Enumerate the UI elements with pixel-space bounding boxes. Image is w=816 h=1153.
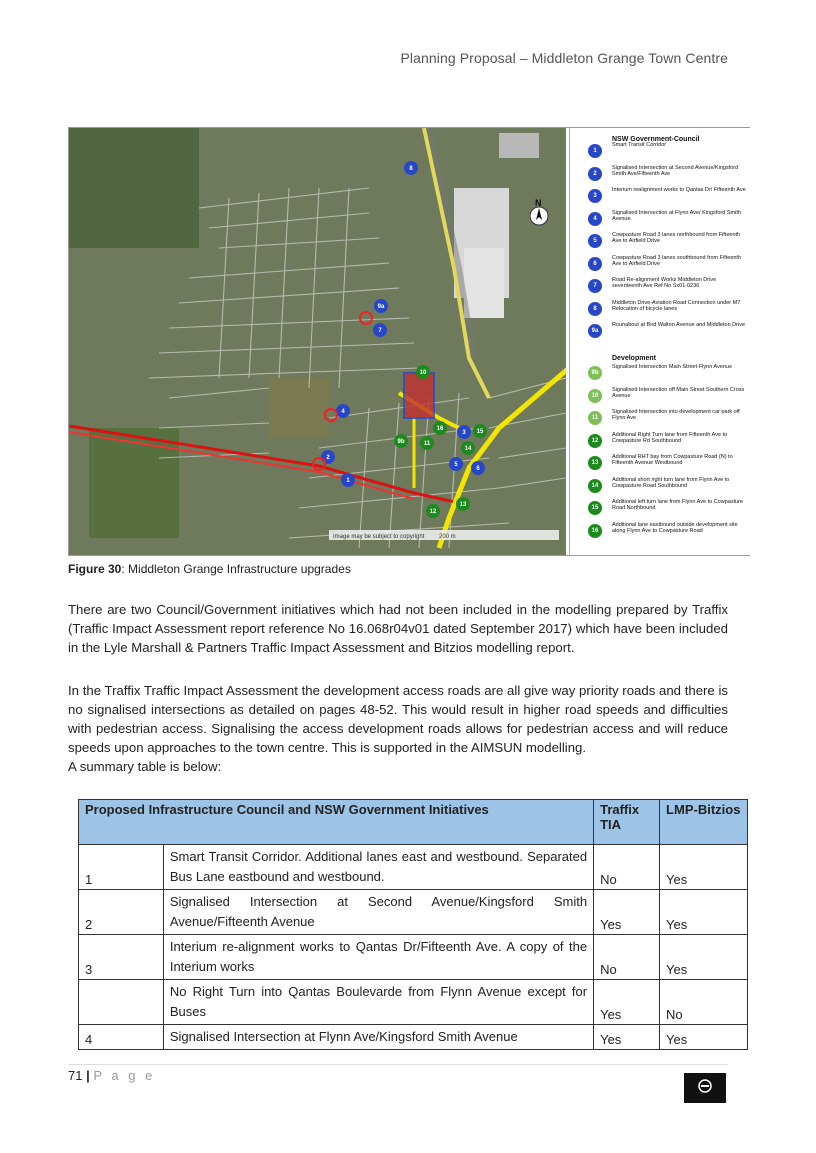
map-scale-value: 200 m <box>439 534 456 540</box>
legend-item-text: Signalised Intersection off Main Street Southern Cross Avenue <box>612 386 745 399</box>
legend-item-text: Cowpasture Road 3 lanes southbound from Fifteenth Ave to Airfield Drive <box>612 254 742 267</box>
row-traffix-tia: No <box>594 845 660 890</box>
map-legend <box>569 128 750 555</box>
marker-1-label: 1 <box>346 478 350 484</box>
legend-marker-icon: 2 <box>588 167 602 181</box>
legend-item-text: Signalised Intersection at Flynn Ave/ Kingsford Smith Avenue <box>612 209 741 222</box>
infrastructure-table <box>78 799 748 1050</box>
marker-9a-label: 9a <box>377 304 385 310</box>
legend-item-text: Rounabout at Bird Walton Avenue and Middleton Drive <box>612 322 745 328</box>
row-lmp-bitzios: Yes <box>660 890 748 935</box>
legend-marker-icon: 15 <box>588 501 602 515</box>
row-number <box>79 980 164 1025</box>
legend-dev-heading: Development <box>612 355 656 362</box>
legend-marker-icon: 7 <box>588 279 602 293</box>
legend-marker-icon: 8 <box>588 302 602 316</box>
legend-item-text: Signalised Intersection into development car park off Flynn Ave <box>612 409 740 422</box>
marker-14-label: 14 <box>464 446 472 452</box>
legend-item-text: Additional Right Turn lane from Fifteenth Ave to Cowpasture Rd Southbound <box>612 431 728 444</box>
legend-marker-icon: 10 <box>588 389 602 403</box>
legend-marker-icon: 13 <box>588 456 602 470</box>
legend-item-text: Additional lane eastbound outside development site along Flynn Ave to Cowpasture Road <box>612 521 738 534</box>
figure-caption <box>68 562 351 576</box>
legend-item <box>586 432 746 452</box>
caption-text: : Middleton Grange Infrastructure upgrades <box>121 562 351 576</box>
legend-marker-icon: 9a <box>588 324 602 338</box>
company-logo <box>684 1073 726 1103</box>
marker-4-label: 4 <box>341 409 345 415</box>
page-separator: | <box>86 1068 90 1083</box>
marker-10-label: 10 <box>419 370 427 376</box>
page-word: P a g e <box>93 1068 156 1083</box>
row-description: Smart Transit Corridor. Additional lanes east and westbound. Separated Bus Lane eastbound and westbound. <box>163 845 593 890</box>
marker-2-label: 2 <box>326 455 330 461</box>
paragraph-2: In the Traffix Traffic Impact Assessment the development access roads are all give way priority roads and there is no signalised intersections as detailed on pages 48-52. This would result in higher road speeds and difficulties with pedestrian access. Signalising the access development roads allows for pedestrian access and will reduce speeds upon approaches to the town centre. This is supported in the AIMSUN modelling. <box>68 683 728 755</box>
legend-item <box>586 364 746 384</box>
table-row <box>79 890 748 935</box>
marker-16-label: 16 <box>436 426 444 432</box>
marker-13-label: 13 <box>459 502 467 508</box>
marker-8-label: 8 <box>409 166 413 172</box>
legend-item <box>586 477 746 497</box>
marker-3-label: 3 <box>462 430 466 436</box>
row-number: 2 <box>79 890 164 935</box>
header-lmp: LMP-Bitzios <box>660 800 748 845</box>
legend-item-text: Additional left turn lane from Flynn Ave to Cowpasture Road Northbound <box>612 499 744 512</box>
marker-5-label: 5 <box>454 462 458 468</box>
legend-marker-icon: 11 <box>588 411 602 425</box>
table-row <box>79 845 748 890</box>
legend-item-text: Road Re-alignment Works Middleton Drive seventeenth Ave Ref No Sx01-0236 <box>612 277 717 290</box>
table-row <box>79 935 748 980</box>
row-description: Signalised Intersection at Second Avenue/Kingsford Smith Avenue/Fifteenth Avenue <box>163 890 593 935</box>
caption-label: Figure 30 <box>68 562 122 576</box>
table-row <box>79 980 748 1025</box>
marker-6-label: 6 <box>476 466 480 472</box>
row-lmp-bitzios: Yes <box>660 1025 748 1050</box>
legend-marker-icon: 12 <box>588 434 602 448</box>
legend-marker-icon: 4 <box>588 212 602 226</box>
marker-9b-label: 9b <box>397 439 405 445</box>
page-footer <box>68 1068 155 1083</box>
legend-item-text: Additional short right turn lane from Flynn Ave to Cowpasture Road Southbound <box>612 476 730 489</box>
legend-item <box>586 322 746 342</box>
marker-12-label: 12 <box>429 509 437 515</box>
legend-item-text: Smart Transit Corridor <box>612 142 667 148</box>
table-row <box>79 1025 748 1050</box>
legend-marker-icon: 3 <box>588 189 602 203</box>
row-lmp-bitzios: Yes <box>660 845 748 890</box>
legend-item <box>586 277 746 297</box>
figure-30 <box>68 127 750 556</box>
row-number: 1 <box>79 845 164 890</box>
map-copyright-note: Image may be subject to copyright <box>333 534 425 540</box>
table-header-row <box>79 800 748 845</box>
legend-item <box>586 255 746 275</box>
legend-item-text: Cowpasture Road 3 lanes northbound from Fifteenth Ave to Airfield Drive <box>612 232 741 245</box>
paragraph-3: A summary table is below: <box>68 759 222 774</box>
row-traffix-tia: Yes <box>594 980 660 1025</box>
legend-item-text: Signalised Intersection Main Street-Flynn Avenue <box>612 364 733 370</box>
legend-item <box>586 210 746 230</box>
marker-7-label: 7 <box>378 328 382 334</box>
legend-item <box>586 142 746 162</box>
aerial-map <box>69 128 566 555</box>
legend-item <box>586 387 746 407</box>
legend-marker-icon: 14 <box>588 479 602 493</box>
marker-11-label: 11 <box>423 441 431 447</box>
legend-item-text: Interium realignment works to Qantas Dr/ Fifteenth Ave <box>612 187 746 193</box>
legend-marker-icon: 16 <box>588 524 602 538</box>
row-number: 3 <box>79 935 164 980</box>
paragraph-1: There are two Council/Government initiatives which had not been included in the modelling prepared by Traffix (Traffic Impact Assessment report reference No 16.068r04v01 dated September 2017) which have been included in the Lyle Marshall & Partners Traffic Impact Assessment and Bitzios modelling report. <box>68 602 728 655</box>
map-image <box>69 128 566 555</box>
row-traffix-tia: Yes <box>594 890 660 935</box>
legend-item <box>586 300 746 320</box>
legend-item-text: Middleton Drive-Aviation Road Connection under M7 Relocation of bicycle lanes <box>612 299 741 312</box>
north-label: N <box>535 198 542 208</box>
legend-marker-icon: 1 <box>588 144 602 158</box>
row-lmp-bitzios: Yes <box>660 935 748 980</box>
legend-marker-icon: 9b <box>588 366 602 380</box>
legend-marker-icon: 6 <box>588 257 602 271</box>
row-description: No Right Turn into Qantas Boulevarde from Flynn Avenue except for Buses <box>163 980 593 1025</box>
legend-item <box>586 409 746 429</box>
legend-item <box>586 232 746 252</box>
legend-item <box>586 165 746 185</box>
legend-item <box>586 499 746 519</box>
page-number: 71 <box>68 1068 83 1083</box>
legend-item-text: Signalised Intersection at Second Avenue/Kingsford Smith Ave/Fifteenth Ave <box>612 164 739 177</box>
legend-nsw-heading: NSW Government-Council <box>612 136 700 143</box>
marker-15-label: 15 <box>476 429 484 435</box>
row-traffix-tia: Yes <box>594 1025 660 1050</box>
header-traffix: Traffix TIA <box>594 800 660 845</box>
legend-item-text: Additional RHT bay from Cowpasture Road (N) to Fifteenth Avenue Westbound <box>612 454 733 467</box>
legend-item <box>586 187 746 207</box>
row-description: Interium re-alignment works to Qantas Dr/Fifteenth Ave. A copy of the Interium works <box>163 935 593 980</box>
row-lmp-bitzios: No <box>660 980 748 1025</box>
legend-item <box>586 454 746 474</box>
row-traffix-tia: No <box>594 935 660 980</box>
footer-rule <box>68 1064 728 1065</box>
row-description: Signalised Intersection at Flynn Ave/Kingsford Smith Avenue <box>163 1025 593 1050</box>
header-initiatives: Proposed Infrastructure Council and NSW Government Initiatives <box>79 800 594 845</box>
page-header: Planning Proposal – Middleton Grange Town Centre <box>400 50 728 66</box>
row-number: 4 <box>79 1025 164 1050</box>
legend-marker-icon: 5 <box>588 234 602 248</box>
legend-item <box>586 522 746 542</box>
